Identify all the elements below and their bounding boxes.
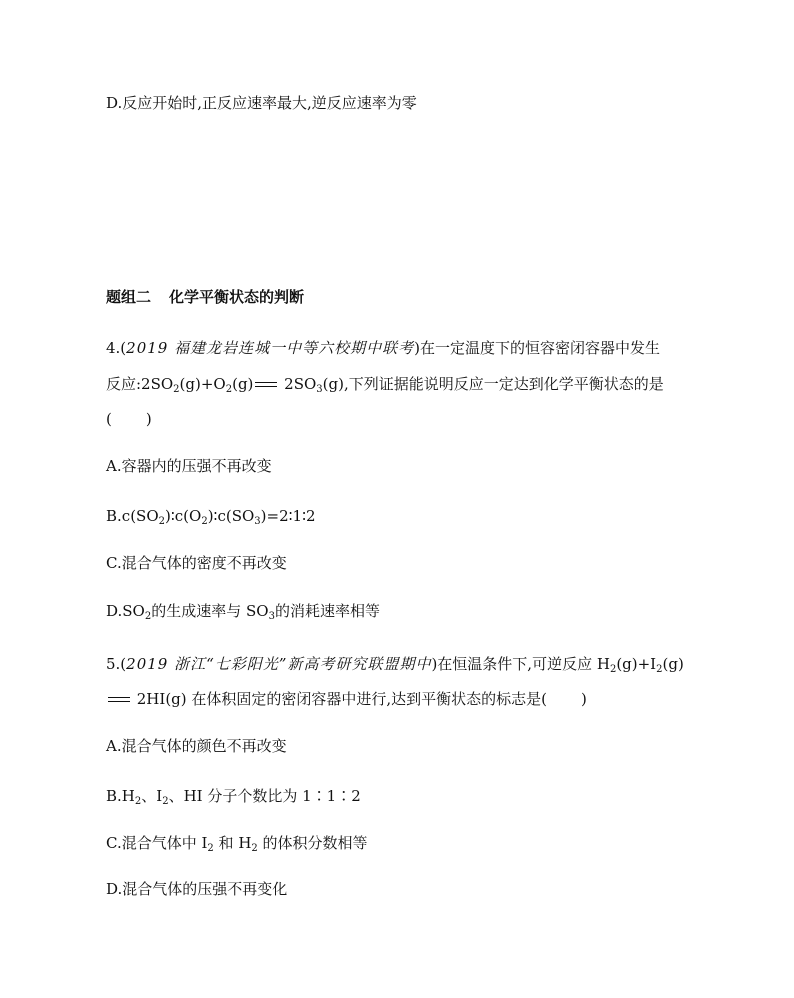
section-heading	[106, 286, 304, 308]
q4-answer-paren: ( )	[106, 410, 152, 428]
reversible-arrow-icon	[255, 380, 277, 390]
reversible-arrow-icon	[108, 695, 130, 705]
q4-stem-line-1: 4.(2019 福建龙岩连城一中等六校期中联考)在一定温度下的恒容密闭容器中发生	[106, 339, 660, 357]
q5-option-c: C.混合气体中 $I_2$ 和 $H_2$ 的体积分数相等	[106, 834, 368, 854]
q4-option-c: C.混合气体的密度不再改变	[106, 554, 287, 572]
q5-stem-line-1: 5.(2019 浙江“七彩阳光”新高考研究联盟期中)在恒温条件下,可逆反应 $H_2(g)+I_2(g)$	[106, 655, 684, 675]
q5-option-d: D.混合气体的压强不再变化	[106, 880, 288, 898]
q4-option-d: $D.SO_2$的生成速率与 $SO_3$的消耗速率相等	[106, 602, 380, 622]
section-label: 题组二	[106, 288, 152, 306]
q5-source: 2019 浙江“七彩阳光”新高考研究联盟期中	[126, 655, 432, 673]
q4-option-a: A.容器内的压强不再改变	[106, 457, 272, 475]
q4-stem-line-2: 反应$:2SO_2(g)+O_2(g)$ $2SO_3(g)$,下列证据能说明反应一定达到化学平衡状态的是	[106, 375, 664, 395]
q5-option-b: $B.H_2$、$I_2$、HI 分子个数比为 1∶1∶2	[106, 787, 361, 807]
q4-source: 2019 福建龙岩连城一中等六校期中联考	[126, 339, 415, 357]
section-title: 化学平衡状态的判断	[169, 288, 305, 306]
q4-option-b: $B.c(SO_2)∶c(O_2)∶c(SO_3)=2∶1∶2$	[106, 507, 316, 527]
prev-question-option-d: D.反应开始时,正反应速率最大,逆反应速率为零	[106, 94, 417, 112]
q5-stem-line-2: 2HI(g) 在体积固定的密闭容器中进行,达到平衡状态的标志是( )	[106, 688, 587, 710]
q5-option-a: A.混合气体的颜色不再改变	[106, 737, 287, 755]
